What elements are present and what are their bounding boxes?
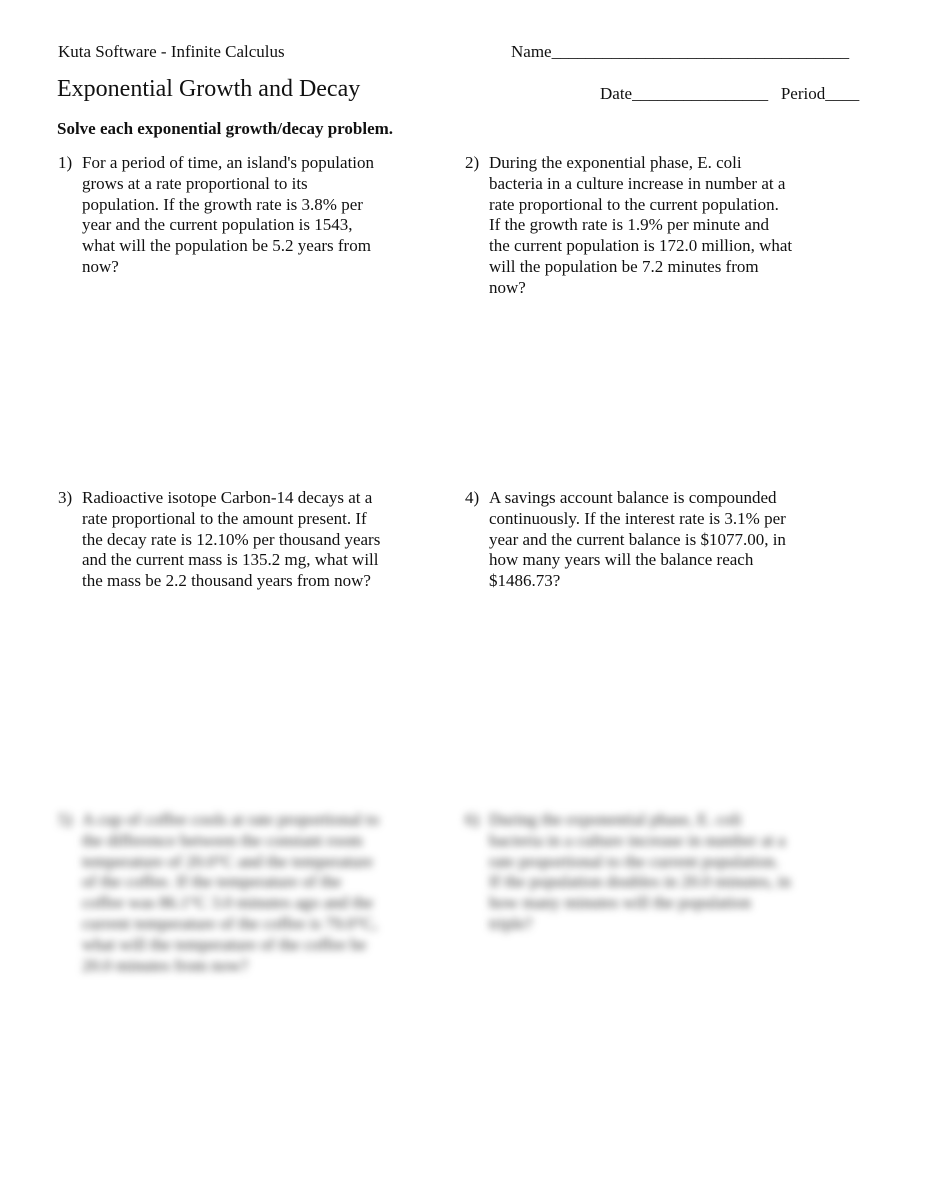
problem-number: 1) — [58, 153, 73, 172]
problem-1 — [58, 153, 408, 278]
problem-text: A savings account balance is compounded continuously. If the interest rate is 3.1% per year and the current balance is $1077.00, in how many years will the balance reach $1486.73? — [489, 488, 786, 591]
name-field: Name___________________________________ — [511, 42, 850, 61]
page-title: Exponential Growth and Decay — [57, 76, 361, 102]
date-period-line — [600, 84, 859, 104]
problem-text: During the exponential phase, E. coli bacteria in a culture increase in number at a rate proportional to the current population. If the growth rate is 1.9% per minute and the current population is 172.0 million, what will the population be 7.2 minutes from now? — [489, 153, 793, 297]
problem-text: For a period of time, an island's population grows at a rate proportional to its population. If the growth rate is 3.8% per year and the current population is 1543, what will the population be 5.2 years from now? — [82, 153, 375, 276]
problem-number: 3) — [58, 488, 73, 507]
instructions: Solve each exponential growth/decay problem. — [57, 119, 394, 138]
problem-text: A cup of coffee cools at rate proportional to the difference between the constant room temperature of 20.0°C and the temperature of the coffee. If the temperature of the coffee was 86.1°C 3.0 minutes ago and the current temperature of the coffee is 79.0°C, what will the temperature of the coffee be 20.0 minutes from now? — [82, 810, 380, 975]
problem-number: 2) — [465, 153, 480, 172]
publisher-label: Kuta Software - Infinite Calculus — [58, 42, 285, 61]
problem-number: 5) — [58, 810, 73, 829]
problem-5-blurred — [58, 810, 418, 976]
problem-4 — [465, 488, 825, 592]
problem-text: During the exponential phase, E. coli bacteria in a culture increase in number at a rate proportional to the current population. If the population doubles in 20.0 minutes, in how many minutes will the population triple? — [489, 810, 791, 933]
problem-number: 4) — [465, 488, 480, 507]
problem-number: 6) — [465, 810, 480, 829]
period-field: Period____ — [780, 84, 860, 103]
problem-3 — [58, 488, 418, 592]
date-field: Date________________ — [600, 84, 769, 103]
problem-6-blurred — [465, 810, 825, 935]
problem-2 — [465, 153, 825, 299]
problem-text: Radioactive isotope Carbon-14 decays at a rate proportional to the amount present. If the decay rate is 12.10% per thousand years and the current mass is 135.2 mg, what will the mass be 2.2 thousand years from now? — [82, 488, 381, 591]
